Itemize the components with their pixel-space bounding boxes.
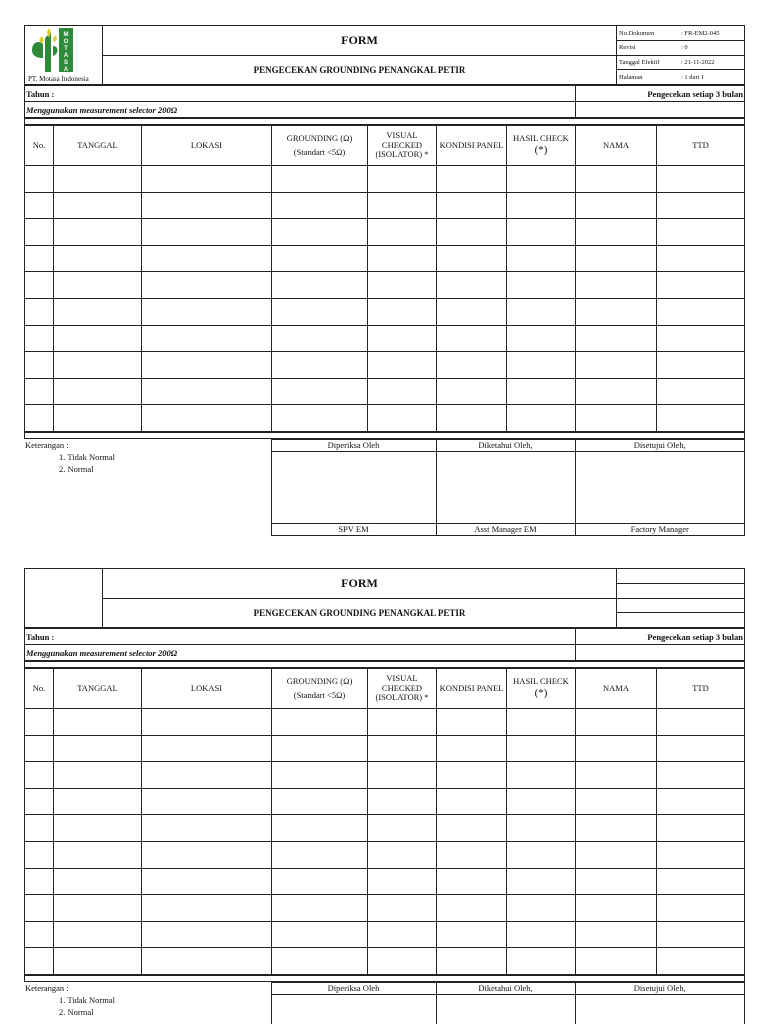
table-cell[interactable]	[657, 298, 745, 325]
table-cell[interactable]	[25, 325, 54, 352]
signature-block	[24, 439, 745, 536]
table-cell[interactable]	[368, 815, 437, 842]
table-row	[25, 272, 745, 299]
table-cell[interactable]	[507, 735, 576, 762]
keterangan-item: 1. Tidak Normal	[59, 995, 115, 1006]
table-cell[interactable]	[576, 709, 657, 736]
table-cell[interactable]	[507, 298, 576, 325]
table-cell[interactable]	[437, 868, 507, 895]
table-cell[interactable]	[576, 948, 657, 975]
table-cell[interactable]	[437, 378, 507, 405]
table-cell[interactable]	[25, 272, 54, 299]
signature-box-asst[interactable]	[436, 451, 575, 523]
table-cell[interactable]	[272, 841, 368, 868]
table-cell[interactable]	[576, 895, 657, 922]
table-row	[25, 192, 745, 219]
table-cell[interactable]	[368, 841, 437, 868]
table-cell[interactable]	[368, 921, 437, 948]
table-cell[interactable]	[576, 815, 657, 842]
form-title: FORM	[103, 26, 617, 56]
table-cell[interactable]	[657, 735, 745, 762]
table-cell[interactable]	[142, 352, 272, 379]
table-cell[interactable]	[368, 166, 437, 193]
check-table	[24, 668, 745, 975]
table-cell[interactable]	[437, 192, 507, 219]
col-tanggal: TANGGAL	[54, 126, 142, 166]
table-cell[interactable]	[507, 325, 576, 352]
table-cell[interactable]	[437, 245, 507, 272]
table-cell[interactable]	[507, 192, 576, 219]
table-row	[25, 709, 745, 736]
table-header	[25, 126, 745, 166]
svg-text:T: T	[64, 46, 68, 52]
info-rows	[24, 628, 745, 661]
table-cell[interactable]	[368, 868, 437, 895]
table-cell[interactable]	[25, 245, 54, 272]
table-cell[interactable]	[25, 352, 54, 379]
signature-box-spv[interactable]	[271, 451, 436, 523]
table-cell[interactable]	[437, 948, 507, 975]
meta-key: Revisi	[617, 41, 679, 56]
table-cell[interactable]	[657, 219, 745, 246]
table-cell[interactable]	[54, 219, 142, 246]
form-subtitle: PENGECEKAN GROUNDING PENANGKAL PETIR	[103, 598, 617, 628]
document-meta	[617, 569, 745, 628]
table-cell[interactable]	[507, 352, 576, 379]
table-cell[interactable]	[437, 895, 507, 922]
table-cell[interactable]	[437, 841, 507, 868]
table-cell[interactable]	[576, 378, 657, 405]
table-cell[interactable]	[368, 272, 437, 299]
role-factory-manager: Factory Manager	[575, 523, 745, 535]
table-cell[interactable]	[54, 298, 142, 325]
svg-text:O: O	[63, 39, 69, 45]
table-cell[interactable]	[657, 815, 745, 842]
table-cell[interactable]	[576, 219, 657, 246]
table-row	[25, 841, 745, 868]
table-row	[25, 325, 745, 352]
table-cell[interactable]	[437, 298, 507, 325]
disetujui-label: Disetujui Oleh,	[575, 982, 745, 994]
svg-text:A: A	[63, 53, 69, 59]
table-cell[interactable]	[272, 378, 368, 405]
table-cell[interactable]	[25, 166, 54, 193]
table-body	[25, 709, 745, 975]
measurement-note: Menggunakan measurement selector 200Ω	[25, 645, 576, 661]
table-cell[interactable]	[142, 868, 272, 895]
table-cell[interactable]	[142, 948, 272, 975]
table-row	[25, 815, 745, 842]
table-cell[interactable]	[368, 219, 437, 246]
table-cell[interactable]	[25, 948, 54, 975]
table-cell[interactable]	[25, 762, 54, 789]
table-cell[interactable]	[437, 272, 507, 299]
keterangan-item: 2. Normal	[59, 464, 94, 475]
keterangan-item: 2. Normal	[59, 1007, 94, 1018]
table-row	[25, 166, 745, 193]
table-cell[interactable]	[368, 245, 437, 272]
table-cell[interactable]	[54, 762, 142, 789]
col-kondisi-panel: KONDISI PANEL	[437, 669, 507, 709]
table-row	[25, 735, 745, 762]
table-cell[interactable]	[142, 378, 272, 405]
table-cell[interactable]	[437, 709, 507, 736]
document-meta	[617, 26, 745, 85]
table-cell[interactable]	[54, 325, 142, 352]
col-hasil-check: HASIL CHECK (*)	[507, 126, 576, 166]
signature-box[interactable]	[271, 994, 436, 1024]
blank-cell[interactable]	[576, 102, 745, 118]
svg-text:S: S	[63, 60, 69, 66]
table-cell[interactable]	[142, 405, 272, 432]
table-cell[interactable]	[142, 921, 272, 948]
table-cell[interactable]	[272, 709, 368, 736]
table-cell[interactable]	[25, 405, 54, 432]
table-cell[interactable]	[272, 815, 368, 842]
table-cell[interactable]	[272, 868, 368, 895]
logo-cell	[25, 26, 103, 85]
table-cell[interactable]	[576, 325, 657, 352]
table-cell[interactable]	[368, 709, 437, 736]
table-cell[interactable]	[368, 895, 437, 922]
table-cell[interactable]	[657, 325, 745, 352]
form-sheet-1	[24, 25, 745, 536]
table-row	[25, 405, 745, 432]
table-row	[25, 921, 745, 948]
table-row	[25, 378, 745, 405]
table-cell[interactable]	[25, 868, 54, 895]
table-cell[interactable]	[507, 378, 576, 405]
table-cell[interactable]	[25, 815, 54, 842]
keterangan-label: Keterangan :	[25, 440, 69, 451]
table-cell[interactable]	[507, 841, 576, 868]
table-row	[25, 762, 745, 789]
table-cell[interactable]	[25, 788, 54, 815]
table-body	[25, 166, 745, 432]
table-cell[interactable]	[272, 166, 368, 193]
disetujui-label: Disetujui Oleh,	[575, 439, 745, 451]
logo-letter-m: M	[63, 32, 69, 38]
table-cell[interactable]	[54, 895, 142, 922]
keterangan	[24, 439, 271, 535]
role-asst-manager: Asst Manager EM	[436, 523, 575, 535]
table-cell[interactable]	[368, 192, 437, 219]
form-title: FORM	[103, 569, 617, 599]
table-cell[interactable]	[142, 895, 272, 922]
table-cell[interactable]	[437, 166, 507, 193]
col-no: No.	[25, 126, 54, 166]
table-cell[interactable]	[657, 272, 745, 299]
form-header	[24, 25, 745, 85]
table-cell[interactable]	[142, 735, 272, 762]
svg-text:A: A	[63, 67, 69, 72]
table-row	[25, 868, 745, 895]
table-cell[interactable]	[437, 219, 507, 246]
meta-value: : FR-EM2-045	[679, 26, 744, 41]
table-cell[interactable]	[507, 166, 576, 193]
table-cell[interactable]	[272, 405, 368, 432]
col-nama: NAMA	[576, 669, 657, 709]
table-cell[interactable]	[142, 788, 272, 815]
meta-value: : 21-11-2022	[679, 55, 744, 70]
table-cell[interactable]	[142, 298, 272, 325]
table-cell[interactable]	[507, 948, 576, 975]
table-cell[interactable]	[142, 219, 272, 246]
table-cell[interactable]	[507, 788, 576, 815]
table-cell[interactable]	[576, 245, 657, 272]
meta-key: Tanggal Efektif	[617, 55, 679, 70]
col-ttd: TTD	[657, 126, 745, 166]
col-lokasi: LOKASI	[142, 669, 272, 709]
frequency-label: Pengecekan setiap 3 bulan	[576, 86, 745, 102]
meta-key: No.Dokumen	[617, 26, 679, 41]
table-row	[25, 298, 745, 325]
table-cell[interactable]	[54, 788, 142, 815]
table-cell[interactable]	[657, 921, 745, 948]
table-cell[interactable]	[142, 709, 272, 736]
table-cell[interactable]	[54, 245, 142, 272]
signature-block	[24, 982, 745, 1024]
keterangan	[24, 982, 271, 1024]
table-cell[interactable]	[657, 895, 745, 922]
signature-box-factory[interactable]	[575, 451, 745, 523]
table-cell[interactable]	[272, 788, 368, 815]
table-cell[interactable]	[142, 841, 272, 868]
table-cell[interactable]	[657, 762, 745, 789]
table-cell[interactable]	[576, 405, 657, 432]
col-grounding: GROUNDING (Ω) (Standart <5Ω)	[272, 126, 368, 166]
table-cell[interactable]	[507, 895, 576, 922]
table-cell[interactable]	[54, 841, 142, 868]
table-cell[interactable]	[142, 245, 272, 272]
info-rows	[24, 85, 745, 118]
table-cell[interactable]	[272, 272, 368, 299]
table-cell[interactable]	[657, 352, 745, 379]
table-cell[interactable]	[437, 788, 507, 815]
table-cell[interactable]	[142, 272, 272, 299]
table-cell[interactable]	[54, 405, 142, 432]
table-cell[interactable]	[368, 405, 437, 432]
frequency-label: Pengecekan setiap 3 bulan	[576, 629, 745, 645]
table-cell[interactable]	[25, 895, 54, 922]
table-cell[interactable]	[25, 378, 54, 405]
table-cell[interactable]	[437, 815, 507, 842]
table-cell[interactable]	[54, 815, 142, 842]
table-row	[25, 788, 745, 815]
table-cell[interactable]	[25, 921, 54, 948]
table-cell[interactable]	[54, 868, 142, 895]
table-cell[interactable]	[272, 895, 368, 922]
table-cell[interactable]	[54, 709, 142, 736]
keterangan-label: Keterangan :	[25, 983, 69, 994]
table-cell[interactable]	[437, 352, 507, 379]
table-cell[interactable]	[272, 298, 368, 325]
table-cell[interactable]	[54, 921, 142, 948]
form-subtitle: PENGECEKAN GROUNDING PENANGKAL PETIR	[103, 55, 617, 85]
table-cell[interactable]	[25, 735, 54, 762]
table-cell[interactable]	[576, 166, 657, 193]
table-cell[interactable]	[657, 405, 745, 432]
table-cell[interactable]	[25, 709, 54, 736]
table-cell[interactable]	[272, 192, 368, 219]
table-cell[interactable]	[368, 948, 437, 975]
table-cell[interactable]	[576, 298, 657, 325]
table-cell[interactable]	[54, 166, 142, 193]
table-cell[interactable]	[576, 762, 657, 789]
table-cell[interactable]	[368, 788, 437, 815]
table-cell[interactable]	[576, 192, 657, 219]
table-cell[interactable]	[272, 352, 368, 379]
table-cell[interactable]	[576, 868, 657, 895]
col-grounding: GROUNDING (Ω) (Standart <5Ω)	[272, 669, 368, 709]
table-cell[interactable]	[142, 192, 272, 219]
table-cell[interactable]	[657, 709, 745, 736]
table-cell[interactable]	[272, 762, 368, 789]
table-cell[interactable]	[272, 219, 368, 246]
table-cell[interactable]	[657, 868, 745, 895]
table-cell[interactable]	[54, 378, 142, 405]
table-cell[interactable]	[576, 788, 657, 815]
col-lokasi: LOKASI	[142, 126, 272, 166]
meta-value: : 0	[679, 41, 744, 56]
table-cell[interactable]	[657, 788, 745, 815]
table-cell[interactable]	[507, 815, 576, 842]
table-cell[interactable]	[507, 245, 576, 272]
table-cell[interactable]	[142, 325, 272, 352]
table-cell[interactable]	[507, 219, 576, 246]
tahun-label: Tahun :	[25, 629, 576, 645]
table-cell[interactable]	[576, 735, 657, 762]
table-cell[interactable]	[142, 815, 272, 842]
table-cell[interactable]	[54, 948, 142, 975]
table-row	[25, 895, 745, 922]
table-cell[interactable]	[368, 378, 437, 405]
table-cell[interactable]	[368, 735, 437, 762]
check-table	[24, 125, 745, 432]
table-cell[interactable]	[272, 735, 368, 762]
diketahui-label: Diketahui Oleh,	[436, 982, 575, 994]
table-cell[interactable]	[368, 352, 437, 379]
signature-box[interactable]	[436, 994, 575, 1024]
form-header	[24, 568, 745, 628]
table-cell[interactable]	[576, 921, 657, 948]
table-cell[interactable]	[437, 921, 507, 948]
table-cell[interactable]	[368, 298, 437, 325]
keterangan-item: 1. Tidak Normal	[59, 452, 115, 463]
col-hasil-check: HASIL CHECK (*)	[507, 669, 576, 709]
table-cell[interactable]	[437, 405, 507, 432]
col-no: No.	[25, 669, 54, 709]
table-cell[interactable]	[25, 219, 54, 246]
table-cell[interactable]	[54, 352, 142, 379]
table-cell[interactable]	[272, 325, 368, 352]
logo-cell-empty	[25, 569, 103, 628]
meta-value: : 1 dari 1	[681, 73, 705, 81]
form-sheet-2	[24, 568, 745, 1024]
blank-cell[interactable]	[576, 645, 745, 661]
col-kondisi-panel: KONDISI PANEL	[437, 126, 507, 166]
table-cell[interactable]	[437, 762, 507, 789]
table-cell[interactable]	[54, 735, 142, 762]
table-cell[interactable]	[437, 325, 507, 352]
table-cell[interactable]	[507, 868, 576, 895]
table-row	[25, 352, 745, 379]
table-cell[interactable]	[657, 166, 745, 193]
table-header	[25, 669, 745, 709]
company-name: PT. Motasa Indonesia	[28, 75, 89, 83]
table-cell[interactable]	[657, 948, 745, 975]
table-row	[25, 219, 745, 246]
table-cell[interactable]	[142, 166, 272, 193]
table-cell[interactable]	[25, 192, 54, 219]
table-cell[interactable]	[272, 921, 368, 948]
table-cell[interactable]	[576, 272, 657, 299]
role-spv: SPV EM	[271, 523, 436, 535]
col-visual-checked: VISUAL CHECKED (ISOLATOR) *	[368, 126, 437, 166]
table-cell[interactable]	[576, 841, 657, 868]
table-cell[interactable]	[507, 709, 576, 736]
table-cell[interactable]	[368, 762, 437, 789]
motasa-logo-icon	[29, 28, 73, 72]
signature-box[interactable]	[575, 994, 745, 1024]
diperiksa-label: Diperiksa Oleh	[271, 439, 436, 451]
table-row	[25, 245, 745, 272]
table-cell[interactable]	[368, 325, 437, 352]
col-nama: NAMA	[576, 126, 657, 166]
tahun-label: Tahun :	[25, 86, 576, 102]
col-tanggal: TANGGAL	[54, 669, 142, 709]
table-cell[interactable]	[25, 298, 54, 325]
table-cell[interactable]	[507, 405, 576, 432]
col-visual-checked: VISUAL CHECKED (ISOLATOR) *	[368, 669, 437, 709]
table-cell[interactable]	[657, 192, 745, 219]
table-cell[interactable]	[507, 272, 576, 299]
table-cell[interactable]	[437, 735, 507, 762]
table-cell[interactable]	[657, 378, 745, 405]
table-cell[interactable]	[272, 948, 368, 975]
table-row	[25, 948, 745, 975]
table-cell[interactable]	[25, 841, 54, 868]
table-cell[interactable]	[576, 352, 657, 379]
table-cell[interactable]	[507, 921, 576, 948]
diketahui-label: Diketahui Oleh,	[436, 439, 575, 451]
table-cell[interactable]	[142, 762, 272, 789]
col-ttd: TTD	[657, 669, 745, 709]
diperiksa-label: Diperiksa Oleh	[271, 982, 436, 994]
meta-key: Halaman	[619, 73, 643, 81]
table-cell[interactable]	[657, 245, 745, 272]
table-cell[interactable]	[657, 841, 745, 868]
measurement-note: Menggunakan measurement selector 200Ω	[25, 102, 576, 118]
table-cell[interactable]	[54, 192, 142, 219]
table-cell[interactable]	[54, 272, 142, 299]
table-cell[interactable]	[507, 762, 576, 789]
table-cell[interactable]	[272, 245, 368, 272]
